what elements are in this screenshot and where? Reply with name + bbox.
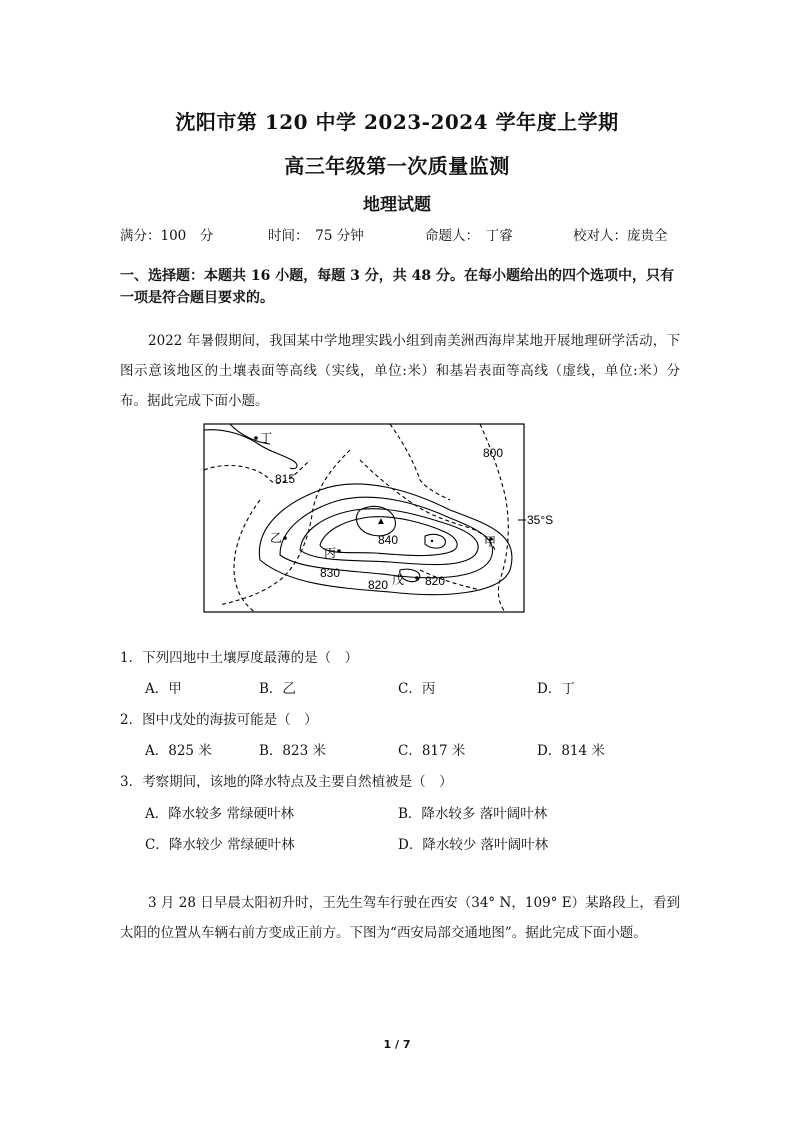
label-ding: 丁 [260,431,273,445]
question-1-option-a[interactable]: A．甲 [145,681,182,697]
exam-author: 命题人： 丁睿 [425,228,513,244]
point-wu [415,576,419,580]
question-2-option-c[interactable]: C．817 米 [398,743,466,759]
passage-1: 2022 年暑假期间，我国某中学地理实践小组到南美洲西海岸某地开展地理研学活动，下图示意该地区的土壤表面等高线（实线，单位:米）和基岩表面等高线（虚线，单位:米）分布。据此完成下面小题。 [120,333,680,409]
contour-label-830: 830 [320,566,341,580]
point-ding [254,436,258,440]
map-points [254,436,493,580]
peak-icon: ▲ [376,516,386,527]
label-bing: 丙 [324,546,337,560]
question-2-stem: 2．图中戊处的海拔可能是（ ） [120,712,318,728]
question-2-option-d[interactable]: D．814 米 [537,743,605,759]
section-heading: 一、选择题：本题共 16 小题，每题 3 分，共 48 分。在每小题给出的四个选项中，只有一项是符合题目要求的。 [120,268,674,306]
contour-label-840: 840 [378,533,399,547]
question-2-option-a[interactable]: A．825 米 [145,743,212,759]
question-1-option-b[interactable]: B．乙 [259,681,296,697]
page-number: 1 / 7 [383,1038,411,1051]
question-3-option-b[interactable]: B．降水较多 落叶阔叶林 [398,806,548,822]
latitude-label: 35°S [527,513,554,527]
point-bing [337,549,341,553]
question-3-option-d[interactable]: D．降水较少 落叶阔叶林 [398,837,549,853]
exam-title: 沈阳市第 120 中学 2023-2024 学年度上学期 [175,110,619,134]
label-yi: 乙 [270,531,283,545]
question-1-option-c[interactable]: C．丙 [398,681,436,697]
subject-title: 地理试题 [363,195,431,215]
question-2-option-b[interactable]: B．823 米 [259,743,326,759]
question-1-stem: 1．下列四地中土壤厚度最薄的是（ ） [120,650,359,666]
question-3-stem: 3．考察期间，该地的降水特点及主要自然植被是（ ） [120,774,453,790]
full-score: 满分：100 分 [120,228,214,244]
label-jia: 甲 [484,535,497,549]
label-wu: 戊 [392,573,405,587]
contour-map [200,420,565,616]
question-1-option-d[interactable]: D．丁 [537,681,575,697]
contour-label-815: 815 [275,472,296,486]
contour-label-800: 800 [483,446,504,460]
question-3-option-c[interactable]: C．降水较少 常绿硬叶林 [145,837,295,853]
contour-label-820-right: 820 [425,574,446,588]
point-small-peak [431,540,433,542]
soil-contours [204,424,512,595]
passage-2: 3 月 28 日早晨太阳初升时，王先生驾车行驶在西安（34° N，109° E）某路段上，看到太阳的位置从车辆右前方变成正前方。下图为“西安局部交通地图”。据此完成下面小题。 [120,895,680,941]
exam-checker: 校对人：庞贵全 [573,228,668,244]
exam-subtitle: 高三年级第一次质量监测 [284,154,510,178]
contour-label-820-left: 820 [368,578,389,592]
exam-time: 时间： 75 分钟 [268,228,364,244]
question-3-option-a[interactable]: A．降水较多 常绿硬叶林 [145,806,295,822]
point-yi [283,536,287,540]
